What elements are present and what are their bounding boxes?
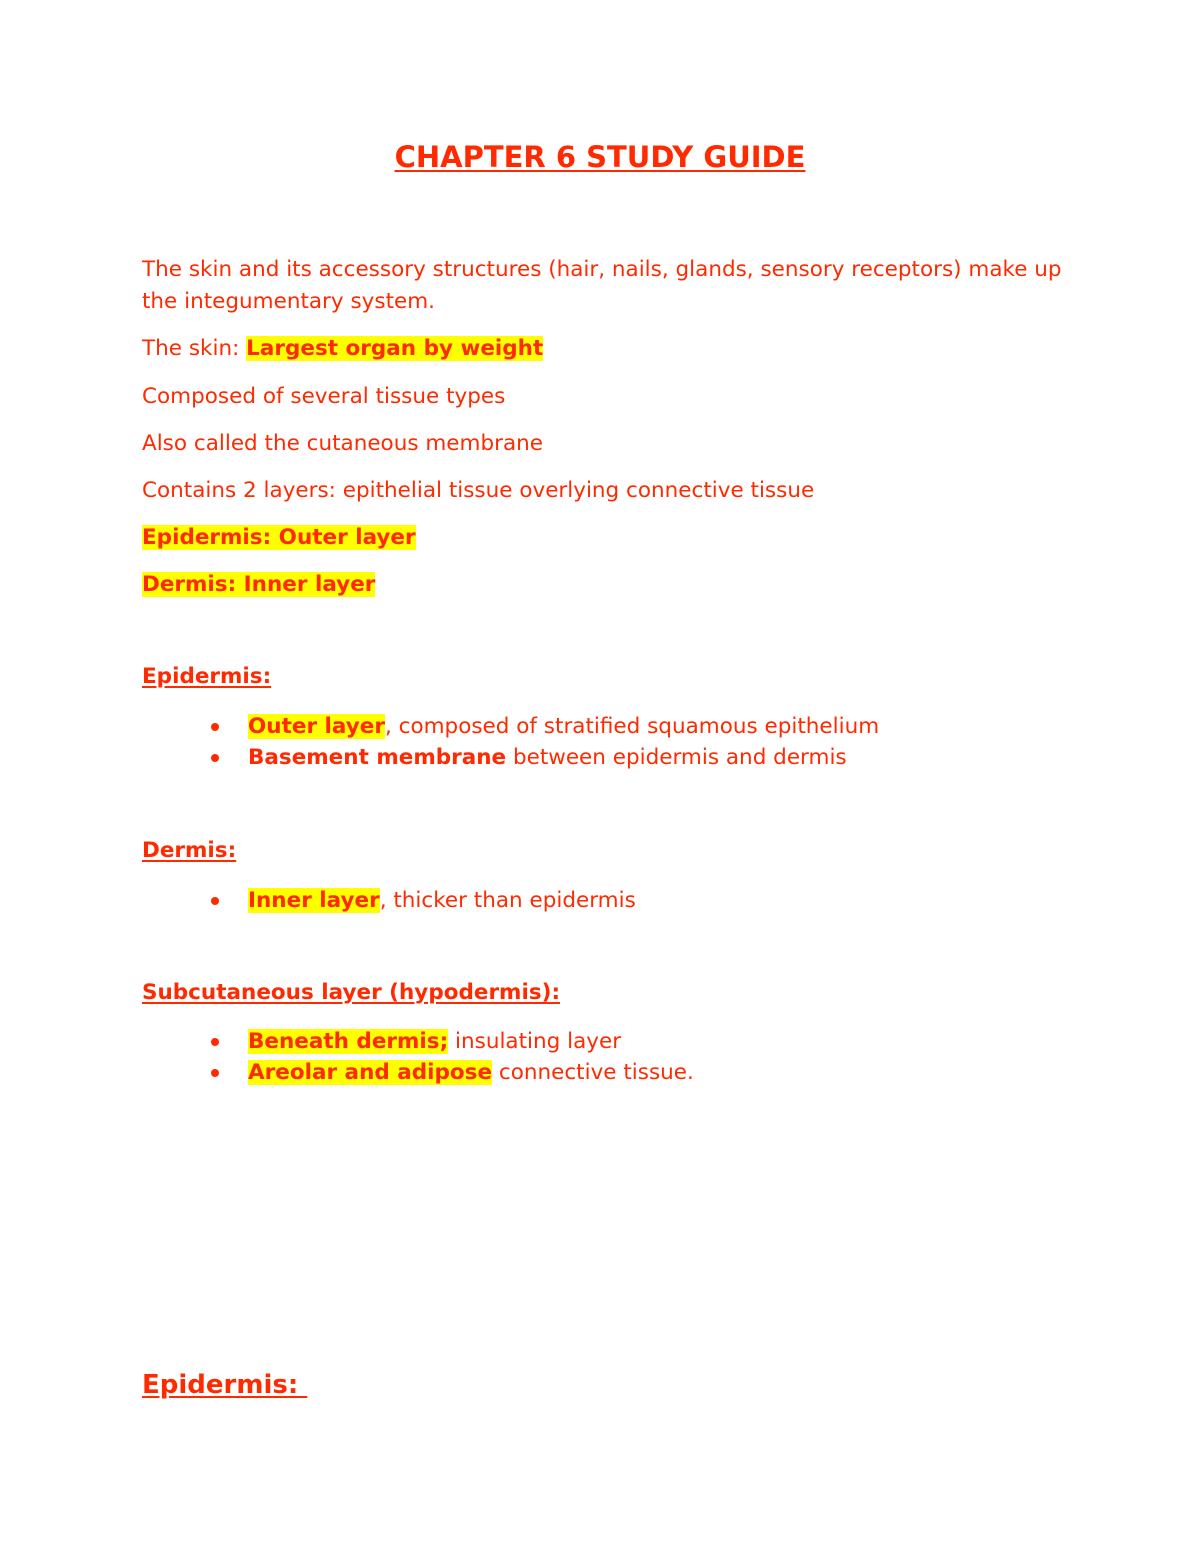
bullet-icon bbox=[211, 723, 219, 731]
bullet-strong: Outer layer bbox=[248, 714, 385, 739]
skin-highlight: Largest organ by weight bbox=[246, 336, 544, 361]
intro-paragraph: The skin and its accessory structures (hair, nails, glands, sensory receptors) make up the integumentary system. bbox=[142, 257, 1062, 314]
page-title: CHAPTER 6 STUDY GUIDE bbox=[394, 140, 806, 174]
list-item bbox=[142, 1026, 694, 1057]
list-item bbox=[142, 885, 636, 916]
bullet-strong: Areolar and adipose bbox=[248, 1060, 493, 1085]
bullet-icon bbox=[211, 1069, 219, 1077]
contains-line: Contains 2 layers: epithelial tissue overlying connective tissue bbox=[142, 478, 815, 503]
bullet-strong: Inner layer bbox=[248, 888, 380, 913]
subcutaneous-bullets bbox=[142, 1026, 694, 1088]
dermis-bullets bbox=[142, 885, 636, 916]
bullet-text: connective tissue. bbox=[492, 1060, 694, 1085]
epidermis-bullets bbox=[142, 711, 879, 773]
epidermis-outer-highlight: Epidermis: Outer layer bbox=[142, 525, 416, 550]
dermis-heading: Dermis: bbox=[142, 838, 237, 863]
epidermis-heading: Epidermis: bbox=[142, 664, 272, 689]
bullet-icon bbox=[211, 754, 219, 762]
bullet-icon bbox=[211, 1038, 219, 1046]
bullet-strong: Basement membrane bbox=[248, 745, 507, 770]
bullet-icon bbox=[211, 897, 219, 905]
skin-prefix: The skin: bbox=[142, 336, 247, 361]
also-called-line: Also called the cutaneous membrane bbox=[142, 431, 543, 456]
epidermis-outer-line bbox=[142, 522, 1062, 554]
list-item bbox=[142, 742, 879, 773]
bullet-text: , thicker than epidermis bbox=[379, 888, 636, 913]
list-item bbox=[142, 1057, 694, 1088]
bullet-strong: Beneath dermis; bbox=[248, 1029, 449, 1054]
composed-line: Composed of several tissue types bbox=[142, 384, 506, 409]
bullet-text: between epidermis and dermis bbox=[506, 745, 847, 770]
bullet-text: insulating layer bbox=[448, 1029, 622, 1054]
subcutaneous-heading: Subcutaneous layer (hypodermis): bbox=[142, 980, 561, 1005]
dermis-inner-line bbox=[142, 569, 1062, 601]
bullet-text: , composed of stratified squamous epithelium bbox=[384, 714, 880, 739]
epidermis-heading-2: Epidermis: bbox=[142, 1370, 308, 1400]
skin-line bbox=[142, 333, 1062, 365]
list-item bbox=[142, 711, 879, 742]
dermis-inner-highlight: Dermis: Inner layer bbox=[142, 572, 376, 597]
